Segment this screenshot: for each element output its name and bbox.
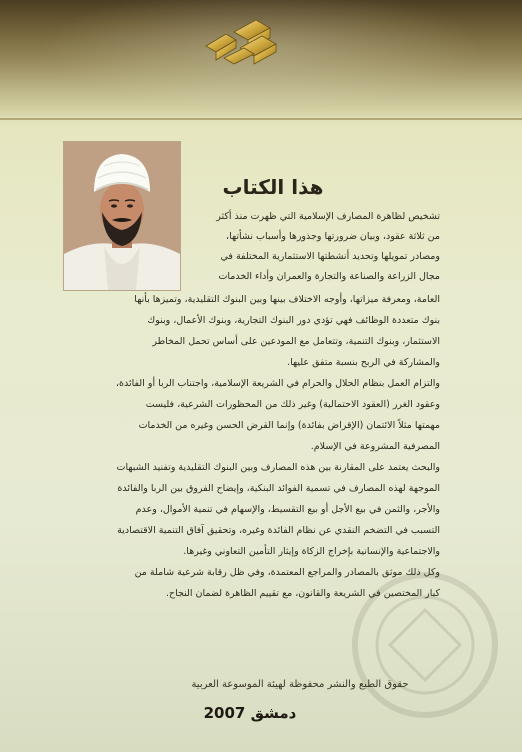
- blurb-line: والاجتماعية والإنسانية بإخراج الزكاة وإيثار التأمين التعاوني وغيرها.: [183, 546, 440, 557]
- blurb-line: وعقود الغرر (العقود الاحتمالية) وغير ذلك من المحظورات الشرعية، فليست: [145, 399, 440, 410]
- blurb-line: والمشاركة في الربح بنسبة متفق عليها.: [287, 357, 440, 368]
- blurb-line: كبار المختصين في الشريعة والقانون، مع تقييم الظاهرة لضمان النجاح.: [165, 588, 440, 599]
- blurb-line: العامة، ومعرفة ميزاتها، وأوجه الاختلاف بينها وبين البنوك التقليدية، وتميزها بأنها: [134, 294, 440, 305]
- blurb-line: وكل ذلك موثق بالمصادر والمراجع المعتمدة، وفي ظل رقابة شرعية شاملة من: [134, 567, 440, 578]
- blurb-line: الاستثمار، وبنوك التنمية، وتتعامل مع المودعين على أساس تحمل المخاطر: [152, 336, 440, 347]
- blurb-line: مجال الزراعة والصناعة والتجارة والعمران وأداء الخدمات: [218, 271, 440, 282]
- blurb-line: من ثلاثة عقود، وبيان ضرورتها وجذورها وأسباب نشأتها،: [226, 231, 440, 242]
- blurb-line: تشخيص لظاهرة المصارف الإسلامية التي ظهرت منذ أكثر: [216, 211, 440, 222]
- publication-place-year: دمشق 2007: [203, 704, 297, 722]
- blurb-line: والأجر، والثمن في بيع الأجل أو بيع التقسيط، والإسهام في تنمية الأموال، وعدم: [135, 504, 440, 515]
- blurb-line: والتزام العمل بنظام الحلال والحرام في الشريعة الإسلامية، واجتناب الربا أو الفائدة،: [115, 378, 440, 389]
- blurb-line: بنوك متعددة الوظائف فهي تؤدي دور البنوك التجارية، وبنوك الأعمال، وبنوك: [147, 315, 440, 326]
- blurb-line: ومصادر تمويلها وتحديد أنشطتها الاستثمارية المختلفة في: [220, 251, 440, 262]
- rights-notice: حقوق الطبع والنشر محفوظة لهيئة الموسوعة العربية: [191, 679, 409, 690]
- blurb-line: الموجهة لهذه المصارف في تسمية الفوائد البنكية، وإيضاح الفروق بين الربا والفائدة: [117, 483, 440, 494]
- book-title: هذا الكتاب: [222, 175, 324, 199]
- blurb-line: والبحث يعتمد على المقارنة بين هذه المصارف وبين البنوك التقليدية وتفنيد الشبهات: [116, 462, 440, 473]
- blurb-line: مهمتها مثلاً الائتمان (الإقراض بفائدة) وإنما القرض الحسن وغيره من الخدمات: [138, 420, 440, 431]
- blurb-line: المصرفية المشروعة في الإسلام.: [310, 441, 440, 452]
- blurb-line: التسبب في التضخم النقدي عن نظام الفائدة وغيره، وتحقيق آفاق التنمية الاقتصادية: [117, 525, 440, 536]
- watermark-emblem-icon: [340, 560, 510, 730]
